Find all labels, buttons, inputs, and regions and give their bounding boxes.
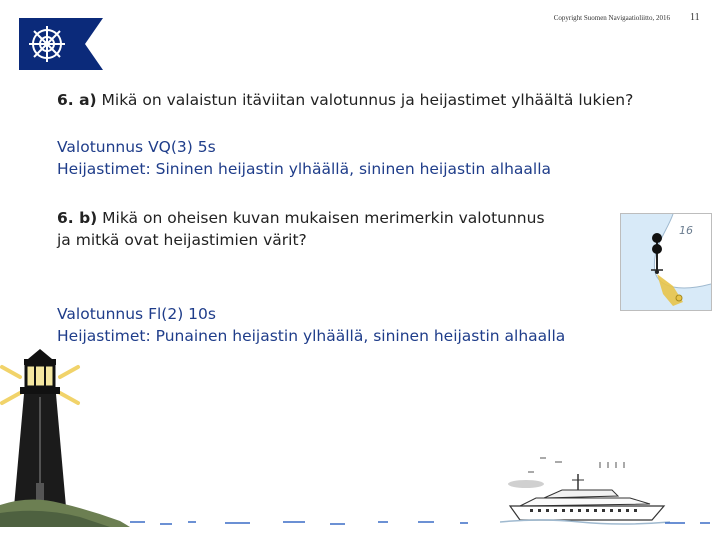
answer-6a-line-2: Heijastimet: Sininen heijastin ylhäällä, sininen heijastin alhaalla bbox=[57, 160, 551, 178]
answer-6b-line-1: Valotunnus Fl(2) 10s bbox=[57, 305, 216, 323]
question-6b-line-2: ja mitkä ovat heijastimien värit? bbox=[57, 231, 307, 249]
answer-6b-line-2: Heijastimet: Punainen heijastin ylhäällä, sininen heijastin alhaalla bbox=[57, 327, 566, 345]
answer-6b bbox=[57, 303, 565, 347]
navigation-club-flag-icon bbox=[17, 16, 107, 72]
question-6b bbox=[57, 207, 545, 251]
page-number: 11 bbox=[690, 12, 700, 23]
question-6a-text: Mikä on valaistun itäviitan valotunnus ja heijastimet ylhäältä lukien? bbox=[96, 91, 634, 109]
question-6a bbox=[57, 89, 633, 111]
water-waves-decoration bbox=[0, 510, 720, 540]
question-6b-line-1: Mikä on oheisen kuvan mukaisen merimerkin valotunnus bbox=[97, 209, 545, 227]
question-6a-label: 6. a) bbox=[57, 91, 97, 109]
nautical-chart-image bbox=[620, 213, 712, 311]
answer-6a bbox=[57, 136, 551, 180]
answer-6a-line-1: Valotunnus VQ(3) 5s bbox=[57, 138, 216, 156]
copyright-notice: Copyright Suomen Navigaatioliitto, 2016 bbox=[553, 14, 670, 22]
depth-label: 16 bbox=[679, 224, 693, 237]
question-6b-label: 6. b) bbox=[57, 209, 98, 227]
